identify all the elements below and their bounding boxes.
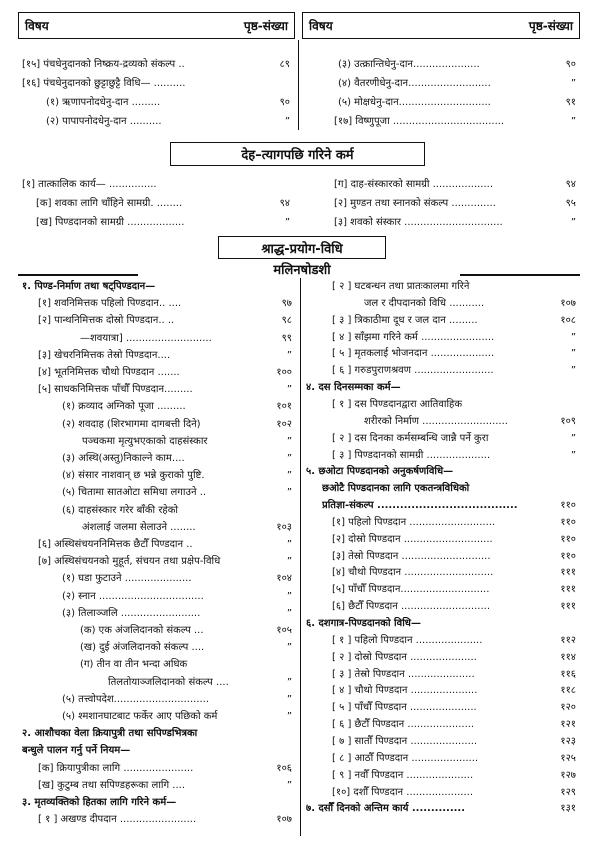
toc-page-number: १०३	[276, 521, 292, 533]
toc-entry-text: तिलतोयाञ्जलिदानको संकल्प ....	[108, 676, 229, 688]
toc-entry-text: (५) चितामा सातओटा समिधा लगाउने ..	[62, 487, 207, 499]
toc-entry	[22, 77, 262, 91]
toc-entry	[322, 499, 546, 513]
toc-entry-text: छओटै पिण्डदानका लागि एकतन्त्रविधिको	[322, 483, 470, 495]
toc-page-number: १३१	[560, 803, 576, 815]
toc-entry-text: [५] साधकनिमित्तक पाँचौँ पिण्डदान.........	[38, 384, 193, 396]
toc-entry-text: [ख] पिण्डदानको सामग्री ..................	[36, 217, 185, 228]
toc-entry	[108, 676, 264, 690]
toc-entry	[338, 58, 548, 72]
toc-entry-text: [क] शवका लागि चाँहिने सामग्री. ........	[36, 198, 183, 209]
toc-entry	[332, 550, 546, 564]
toc-entry	[332, 533, 546, 547]
toc-entry-text: —शवयात्रा] ...........................	[80, 332, 212, 344]
toc-page-number: ”	[286, 435, 292, 447]
toc-entry-text: [ ३ ] तेस्रो पिण्डदान .....................	[332, 668, 475, 680]
toc-page-number: ११०	[560, 516, 576, 528]
toc-entry	[332, 769, 546, 783]
toc-entry	[38, 366, 264, 380]
toc-entry	[306, 617, 546, 631]
toc-entry	[334, 197, 548, 211]
toc-entry	[306, 465, 546, 479]
toc-entry-text: प्रतिज्ञा-संकल्प .....................................	[322, 500, 518, 512]
toc-page-number: ९४	[279, 198, 290, 209]
toc-entry-text: ७. दसौँ दिनको अन्तिम कार्य ..............	[306, 803, 466, 815]
toc-page-number: १११	[560, 567, 576, 579]
toc-entry	[22, 744, 264, 758]
column-divider-main	[300, 278, 301, 836]
toc-entry	[80, 624, 264, 638]
toc-entry-text: [ ९ ] नवौँ पिण्डदान .....................	[332, 769, 474, 781]
toc-entry	[80, 641, 264, 655]
header-right	[302, 12, 580, 39]
toc-page-number: ९०	[565, 59, 576, 70]
toc-page-number: ११०	[560, 533, 576, 545]
toc-entry-text: (२) शवदाह (शिरभागमा दागबत्ती दिने)	[62, 418, 201, 430]
toc-page-number: ”	[570, 365, 576, 377]
toc-page-number: ११४	[560, 651, 576, 663]
toc-entry	[38, 297, 264, 311]
toc-entry	[62, 572, 264, 586]
toc-page-number: ”	[286, 607, 292, 619]
toc-entry-text: [३] तेस्रो पिण्डदान ............................	[332, 550, 491, 562]
toc-page-number: ९१	[565, 97, 576, 108]
toc-entry-text: (५) श्मशानघाटबाट फर्केर आए पछिको कर्म	[62, 711, 218, 722]
section-banner-shraddha	[218, 236, 386, 259]
toc-entry	[332, 583, 546, 597]
toc-entry	[62, 607, 264, 621]
toc-entry	[38, 314, 264, 328]
toc-entry-text: बन्धुले पालन गर्नु पर्ने नियम—	[22, 745, 131, 757]
toc-entry	[22, 58, 262, 72]
toc-entry	[38, 383, 264, 397]
toc-entry	[332, 651, 546, 665]
toc-entry-text: [३] खेचरनिमित्तक तेस्रो पिण्डदान....	[38, 349, 171, 361]
toc-entry	[306, 381, 546, 395]
toc-page-number: ११६	[560, 668, 576, 680]
toc-entry	[62, 400, 264, 414]
toc-entry	[364, 297, 546, 311]
toc-page-number: १०४	[276, 573, 292, 585]
toc-entry-text: (४) संसार नाशवान् छ भन्ने कुराको पुष्टि.	[62, 470, 205, 482]
toc-entry	[334, 178, 548, 192]
toc-page-number: ”	[286, 384, 292, 396]
toc-entry-text: [२] मुण्डन तथा स्नानको संकल्प ..............	[334, 198, 496, 209]
toc-page-number: १२५	[560, 752, 576, 764]
toc-entry	[62, 693, 264, 707]
toc-entry	[62, 469, 264, 483]
toc-entry	[332, 280, 546, 294]
toc-entry	[62, 486, 264, 500]
section-banner-deha-tyag	[170, 142, 425, 166]
toc-entry	[332, 668, 546, 682]
toc-entry	[332, 735, 546, 749]
toc-entry-text: [ ३ ] पिण्डदानको सामग्री ....................	[332, 449, 491, 461]
toc-entry	[332, 432, 546, 446]
toc-page-number: १११	[560, 584, 576, 596]
toc-entry	[332, 718, 546, 732]
toc-page-number: ९४	[565, 179, 576, 190]
header-subject-label: विषय	[309, 19, 333, 33]
toc-entry-text: [ ४ ] साँझमा गरिने कर्म .......................	[332, 331, 495, 343]
toc-page-number: १०१	[276, 401, 292, 413]
toc-page-number: ११२	[560, 634, 576, 646]
toc-entry	[332, 786, 546, 800]
toc-page-number: १२७	[560, 769, 576, 781]
toc-entry	[38, 779, 264, 793]
toc-entry-text: [ ४ ] चौथो पिण्डदान .....................	[332, 685, 478, 697]
toc-entry-text: (३) उत्क्रान्तिधेनु-दान.....................	[338, 59, 480, 70]
toc-entry	[46, 115, 262, 129]
toc-entry	[332, 398, 546, 412]
toc-entry-text: २. आशौचका वेला क्रियापुत्री तथा सपिण्डभित्रका	[22, 728, 198, 740]
toc-entry-text: [ ५ ] मृतकलाई भोजनदान ....................	[332, 348, 495, 360]
toc-page-number: ”	[286, 539, 292, 550]
toc-entry-text: (ख) दुई अंजलिदानको संकल्प ....	[80, 642, 205, 654]
toc-entry-text: [१] पहिलो पिण्डदान ...........................	[332, 516, 496, 528]
toc-page-number: ”	[286, 470, 292, 482]
toc-entry-text: (२) पापापनोदधेनु-दान ..........	[46, 116, 162, 127]
toc-entry-text: [१७] विष्णुपूजा ...................................	[334, 116, 505, 127]
toc-entry	[332, 566, 546, 580]
toc-page-number: १०७	[276, 814, 292, 826]
toc-entry-text: [ २ ] दस दिनका कर्मसम्बन्धि जान्नै पर्ने कुरा	[332, 432, 489, 444]
toc-entry-text: [४] चौथो पिण्डदान ............................	[332, 567, 494, 579]
toc-page-number: ”	[284, 217, 290, 228]
toc-page-number: १२१	[560, 719, 576, 731]
toc-entry	[332, 516, 546, 530]
toc-page-number: १०५	[276, 625, 292, 636]
toc-entry	[332, 331, 546, 345]
toc-entry-text: [४] भूतनिमित्तक चौथो पिण्डदान .......	[38, 367, 180, 378]
toc-entry-text: [१०] दशौँ पिण्डदान .....................	[332, 786, 474, 798]
toc-entry-text: [ ७ ] सातौँ पिण्डदान .....................	[332, 735, 478, 747]
toc-entry	[334, 115, 548, 129]
toc-entry	[62, 504, 264, 518]
toc-entry-text: [१५] पंचधेनुदानको निष्क्रय-द्रव्यको संकल्प ..	[22, 59, 185, 70]
toc-entry	[82, 435, 264, 449]
toc-entry-text: (३) तिलाञ्जलि .........................	[62, 607, 201, 619]
toc-entry-text: [५] पाँचौँ पिण्डदान............................	[332, 584, 490, 596]
toc-page-number: ९७	[281, 298, 292, 310]
section-title: देह–त्यागपछि गरिने कर्म	[241, 148, 354, 163]
toc-page-number: ”	[286, 676, 292, 688]
toc-entry	[38, 555, 264, 569]
toc-entry	[332, 684, 546, 698]
toc-page-number: १०२	[276, 418, 292, 430]
toc-entry-text: (२) स्नान .................................	[62, 590, 204, 602]
toc-entry-text: [ ५ ] पाँचौँ पिण्डदान .....................	[332, 702, 477, 714]
toc-entry	[332, 752, 546, 766]
toc-entry	[46, 96, 262, 110]
toc-entry	[332, 449, 546, 463]
toc-page-number: ”	[570, 449, 576, 461]
toc-entry	[82, 521, 264, 535]
toc-entry-text: [ १ ] अखण्ड दीपदान ........................	[38, 814, 197, 826]
toc-entry-text: [७] अस्थिसंचयनको मुहूर्त, संचयन तथा प्रक्षेप-विधि	[38, 556, 221, 568]
toc-page-number: ”	[286, 779, 292, 791]
toc-entry	[38, 762, 264, 776]
toc-entry	[36, 197, 262, 211]
toc-page-number: ९९	[281, 332, 292, 344]
toc-page-number: ”	[570, 217, 576, 228]
toc-entry-text: (क) एक अंजलिदानको संकल्प ...	[80, 625, 204, 636]
toc-entry-text: (३) अस्थि(अस्तु)निकाल्ने काम....	[62, 453, 185, 464]
toc-entry-text: [२] पान्थनिमित्तक दोस्रो पिण्डदान.. ..	[38, 315, 175, 327]
toc-page-number: ”	[570, 331, 576, 343]
toc-page-number: ”	[284, 116, 290, 127]
toc-entry-text: (५) तत्त्वोपदेश..............................	[62, 693, 210, 705]
toc-entry-text: [१६] पंचधेनुदानको छुट्टाछुट्टै विधि— ..........	[22, 78, 186, 89]
toc-entry-text: [ ३ ] त्रिकाठीमा दूध र जल दान .........	[332, 314, 478, 326]
toc-page-number: ९८	[281, 315, 292, 327]
toc-entry	[332, 364, 546, 378]
toc-entry-text: पञ्चकमा मृत्युभएकाको दाहसंस्कार	[82, 435, 208, 447]
toc-page-number: ११०	[560, 550, 576, 562]
toc-page-number: १०८	[560, 314, 576, 326]
header-subject-label: विषय	[25, 19, 49, 33]
toc-entry-text: [ २ ] दोस्रो पिण्डदान .....................	[332, 651, 477, 663]
toc-entry	[306, 802, 546, 816]
toc-entry	[38, 538, 264, 552]
toc-page-number: १२३	[560, 735, 576, 747]
toc-entry	[332, 347, 546, 361]
toc-entry	[334, 216, 548, 230]
toc-entry	[22, 178, 262, 192]
toc-entry-text: ३. मृतव्यक्तिको हितका लागि गरिने कर्म—	[22, 797, 177, 808]
toc-entry-text: [३] शवको संस्कार ...............................	[334, 217, 503, 228]
toc-entry	[22, 280, 264, 294]
toc-entry	[22, 727, 264, 741]
toc-entry-text: जल र दीपदानको विधि ...........	[364, 297, 485, 309]
toc-entry-text: [क] क्रियापुत्रीका लागि ......................	[38, 762, 194, 774]
toc-entry-text: ५. छओटा पिण्डदानको अनुकर्षणविधि—	[306, 466, 454, 478]
toc-entry	[80, 658, 264, 672]
toc-entry-text: (६) दाहसंस्कार गरेर बाँकी रहेको	[62, 504, 178, 516]
toc-page-number: १२९	[560, 786, 576, 798]
divider-right	[460, 274, 580, 276]
toc-entry-text: (ग) तीन वा तीन भन्दा अधिक	[80, 659, 188, 671]
divider-left	[18, 274, 138, 276]
toc-page-number: ८९	[279, 59, 290, 70]
toc-page-number: ”	[570, 348, 576, 360]
section-title: श्राद्ध-प्रयोग-विधि	[261, 241, 343, 257]
toc-entry-text: शरीरको निर्माण ...........................	[364, 415, 508, 427]
toc-page-number: ”	[570, 116, 576, 127]
header-left	[18, 12, 295, 39]
section-subtitle: मलिनषोडशी	[273, 263, 331, 278]
toc-page-number: ”	[286, 349, 292, 361]
toc-entry	[62, 710, 264, 724]
toc-entry	[338, 77, 548, 91]
toc-entry	[62, 452, 264, 466]
toc-entry	[36, 216, 262, 230]
toc-entry	[80, 332, 264, 346]
toc-entry-text: ६. दशगात्र-पिण्डदानको विधि—	[306, 618, 421, 629]
toc-page-number: १११	[560, 601, 576, 613]
toc-page-number: ११०	[560, 500, 576, 512]
toc-entry-text: १. पिण्ड-निर्माण तथा षट्पिण्डदान—	[22, 281, 156, 292]
toc-entry-text: [ १ ] दस पिण्डदानद्वारा आतिवाहिक	[332, 398, 463, 410]
toc-page-number: १००	[276, 367, 292, 378]
toc-entry	[332, 600, 546, 614]
toc-page-number: ”	[286, 590, 292, 602]
toc-entry-text: (१) घडा फुटाउने .....................	[62, 573, 192, 585]
toc-entry-text: [ख] कुटुम्ब तथा सपिण्डहरूका लागि ....	[38, 779, 186, 791]
toc-page-number: ११८	[560, 685, 576, 697]
toc-page-number: १०७	[560, 297, 576, 309]
toc-entry-text: [६] अस्थिसंचयननिमित्तक छैटौँ पिण्डदान ..	[38, 539, 193, 550]
toc-page-number: ९५	[565, 198, 576, 209]
toc-entry-text: (१) ऋणापनोदधेनु-दान .........	[46, 97, 161, 108]
toc-entry	[38, 813, 264, 827]
header-pages-label: पृष्ठ-संख्या	[528, 19, 573, 33]
toc-page-number: ”	[570, 78, 576, 89]
toc-page-number: ”	[286, 693, 292, 705]
toc-page-number: ”	[286, 487, 292, 499]
toc-entry-text: [ ६ ] छैटौँ पिण्डदान .....................	[332, 719, 475, 731]
toc-entry-text: [६] छैटौँ पिण्डदान ............................	[332, 601, 491, 613]
toc-entry-text: [ २ ] घटबन्धन तथा प्रातःकालमा गरिने	[332, 281, 470, 292]
toc-entry	[332, 634, 546, 648]
toc-page-number: १२०	[560, 702, 576, 714]
toc-entry-text: [१] शवनिमित्तक पहिलो पिण्डदान.. ....	[38, 298, 182, 310]
toc-page-number: १०९	[560, 415, 576, 427]
toc-page-number: ९०	[279, 97, 290, 108]
toc-entry-text: ४. दस दिनसम्मका कर्म—	[306, 382, 401, 394]
toc-entry-text: [ ८ ] आठौँ पिण्डदान .....................	[332, 752, 479, 764]
toc-entry-text: [ १ ] पहिलो पिण्डदान .....................	[332, 634, 483, 646]
toc-entry-text: [ ६ ] गरुडपुराणश्रवण .........................	[332, 365, 494, 377]
toc-page-number: ”	[570, 432, 576, 444]
toc-entry	[62, 590, 264, 604]
toc-page-number: ”	[286, 453, 292, 464]
toc-entry	[22, 796, 264, 810]
toc-entry	[338, 96, 548, 110]
toc-entry-text: [२] दोस्रो पिण्डदान ............................	[332, 533, 493, 545]
toc-entry-text: (१) क्रव्याद अग्निको पूजा .........	[62, 401, 186, 413]
toc-entry-text: [ग] दाह-संस्कारको सामग्री ...................	[334, 179, 494, 190]
toc-page-number: ”	[286, 556, 292, 568]
toc-entry	[332, 314, 546, 328]
toc-page-number: ”	[286, 711, 292, 722]
header-pages-label: पृष्ठ-संख्या	[243, 19, 288, 33]
toc-entry-text: (४) वैतरणीधेनु-दान..........................	[338, 78, 491, 89]
toc-entry	[38, 349, 264, 363]
toc-entry	[62, 418, 264, 432]
toc-entry-text: [१] तात्कालिक कार्य— ...............	[22, 179, 157, 190]
toc-entry	[364, 415, 546, 429]
toc-entry-text: अंशलाई जलमा सेलाउने ........	[82, 521, 196, 533]
toc-page-number: १०६	[276, 762, 292, 774]
toc-entry	[322, 482, 546, 496]
toc-page-number: ”	[286, 642, 292, 654]
toc-entry	[332, 701, 546, 715]
column-divider-top	[298, 40, 299, 130]
toc-entry-text: (५) मोक्षधेनु-दान.............................	[338, 97, 491, 108]
